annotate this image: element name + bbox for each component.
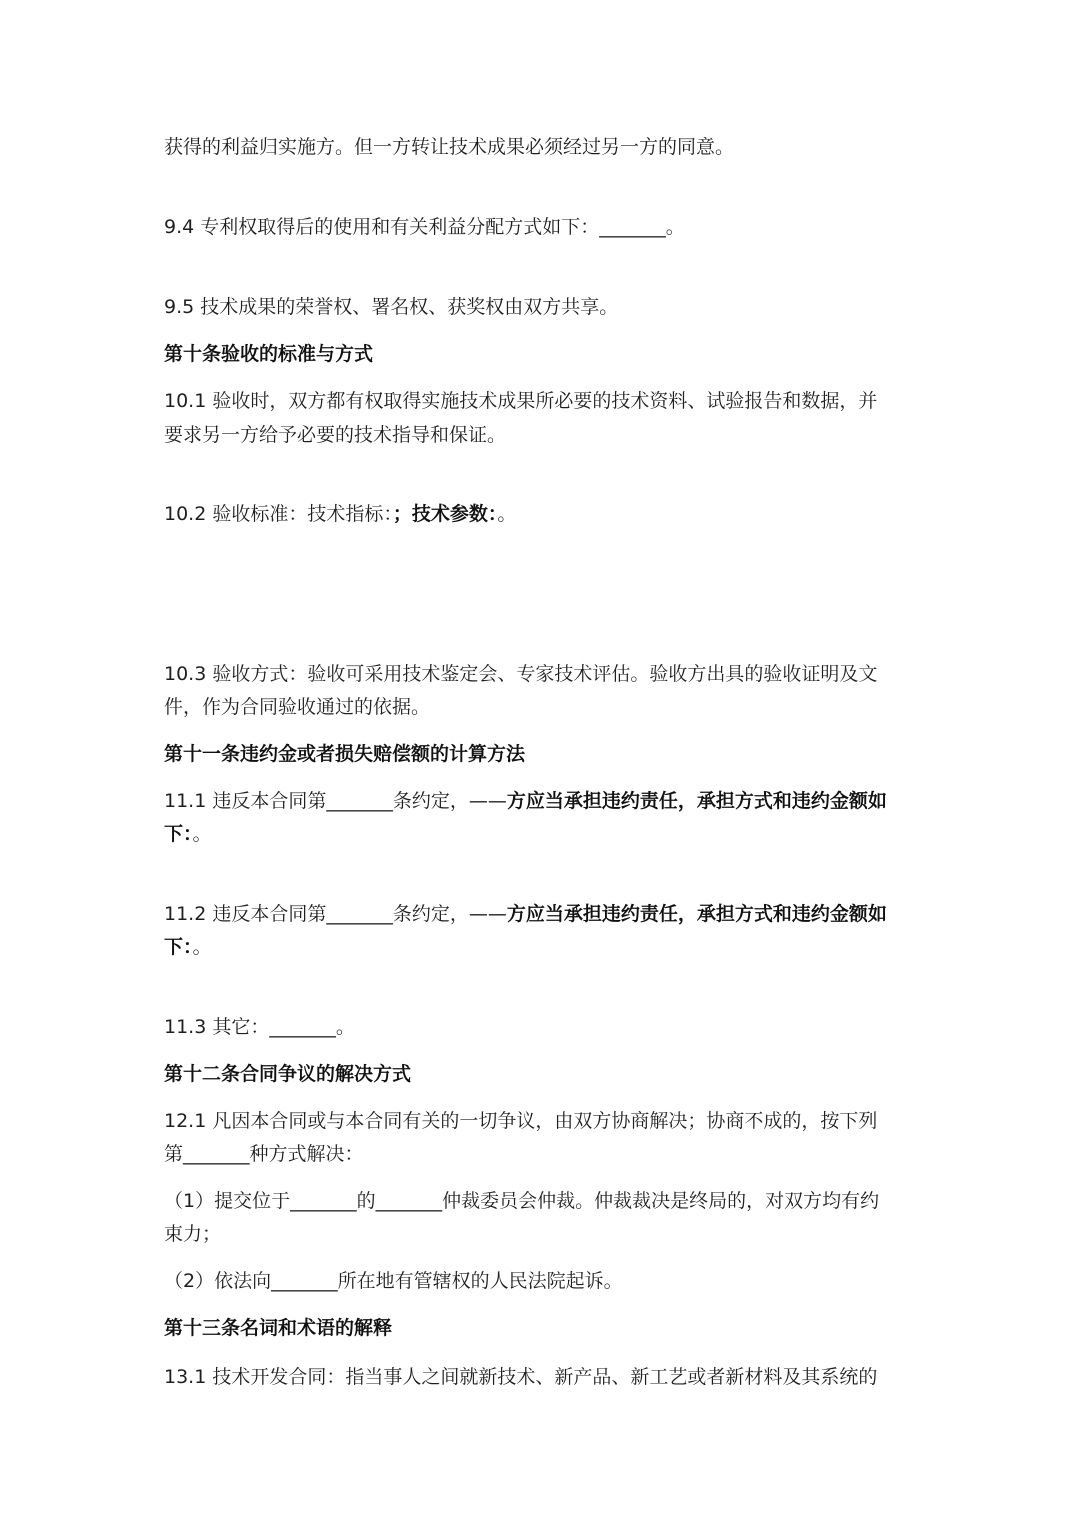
paragraph-12-option1-line2: 束力； (164, 1223, 222, 1245)
paragraph-10-2 (164, 498, 924, 531)
paragraph-11-2-end: 。 (192, 936, 212, 958)
paragraph-11-2-bold: 方应当承担违约责任，承担方式和违约金额如 (506, 903, 887, 925)
paragraph-9-3-continuation: 获得的利益归实施方。但一方转让技术成果必须经过另一方的同意。 (164, 136, 735, 158)
paragraph-11-1-line2 (164, 818, 924, 851)
paragraph-11-1-end: 。 (192, 823, 212, 845)
paragraph-11-3: 11.3 其它：_______。 (164, 1016, 355, 1038)
paragraph-10-1-line2: 要求另一方给予必要的技术指导和保证。 (164, 424, 507, 446)
paragraph-11-2-line2 (164, 931, 924, 964)
paragraph-13-1: 13.1 技术开发合同：指当事人之间就新技术、新产品、新工艺或者新材料及其系统的 (164, 1366, 878, 1388)
paragraph-9-5: 9.5 技术成果的荣誉权、署名权、获奖权由双方共享。 (164, 296, 619, 318)
paragraph-10-3-line1: 10.3 验收方式：验收可采用技术鉴定会、专家技术评估。验收方出具的验收证明及文 (164, 663, 878, 685)
paragraph-11-2-text: 11.2 违反本合同第_______条约定，—— (164, 903, 507, 925)
paragraph-10-1-line1: 10.1 验收时，双方都有权取得实施技术成果所必要的技术资料、试验报告和数据，并 (164, 390, 878, 412)
section-heading-13: 第十三条名词和术语的解释 (164, 1317, 393, 1339)
paragraph-11-1-text: 11.1 违反本合同第_______条约定，—— (164, 790, 507, 812)
paragraph-11-1-bold: 方应当承担违约责任，承担方式和违约金额如 (506, 790, 887, 812)
paragraph-11-1-line1 (164, 785, 924, 818)
section-heading-11: 第十一条违约金或者损失赔偿额的计算方法 (164, 743, 526, 765)
section-heading-12: 第十二条合同争议的解决方式 (164, 1063, 412, 1085)
paragraph-11-1-bold-cont: 下： (164, 823, 193, 845)
paragraph-12-option1-line1: （1）提交位于_______的_______仲裁委员会仲裁。仲裁裁决是终局的，对双方均有约 (164, 1190, 880, 1212)
paragraph-12-1-line1: 12.1 凡因本合同或与本合同有关的一切争议，由双方协商解决；协商不成的，按下列 (164, 1110, 878, 1132)
paragraph-10-2-end: 。 (497, 503, 517, 525)
paragraph-12-1-line2: 第_______种方式解决： (164, 1143, 364, 1165)
paragraph-11-2-line1 (164, 898, 924, 931)
paragraph-12-option2: （2）依法向_______所在地有管辖权的人民法院起诉。 (164, 1270, 623, 1292)
paragraph-11-2-bold-cont: 下： (164, 936, 193, 958)
paragraph-9-4: 9.4 专利权取得后的使用和有关利益分配方式如下：_______。 (164, 216, 685, 238)
paragraph-10-2-bold: ；技术参数： (392, 503, 498, 525)
paragraph-10-2-text: 10.2 验收标准：技术指标： (164, 503, 393, 525)
paragraph-10-3-line2: 件，作为合同验收通过的依据。 (164, 696, 431, 718)
section-heading-10: 第十条验收的标准与方式 (164, 343, 374, 365)
